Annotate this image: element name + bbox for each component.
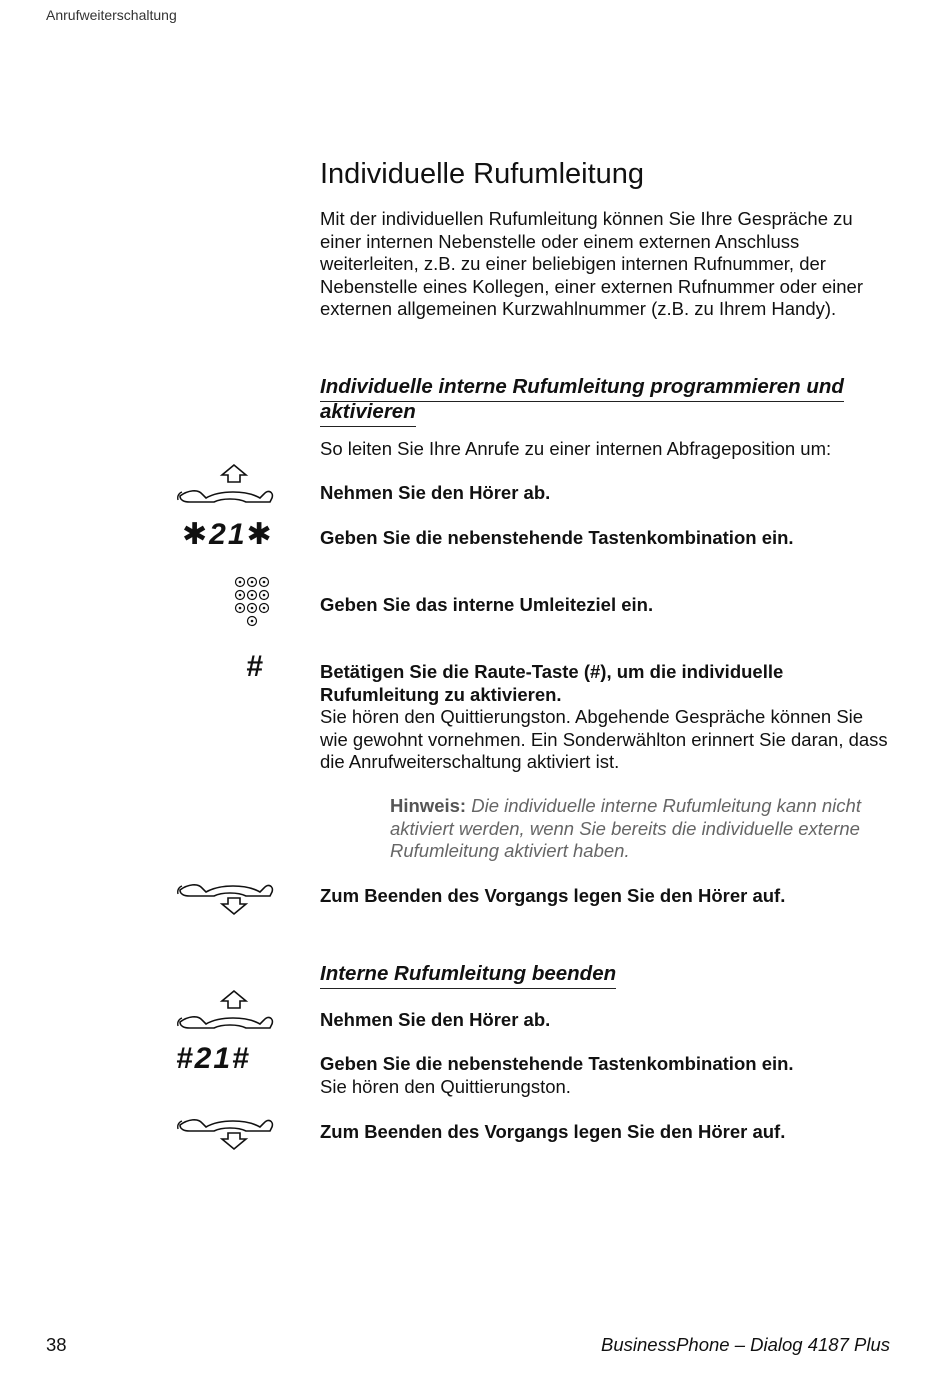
step2-enter-code-text: Sie hören den Quittierungston. [320, 1075, 571, 1097]
step2-enter-code [320, 1053, 895, 1098]
step-enter-code [320, 527, 895, 550]
step2-hang-up [320, 1121, 895, 1144]
handset-lift-icon [176, 988, 276, 1034]
keypad-icon [234, 576, 274, 630]
note-label: Hinweis: [390, 795, 467, 816]
footer-product-title: BusinessPhone – Dialog 4187 Plus [601, 1334, 890, 1355]
section1-lead: So leiten Sie Ihre Anrufe zu einer internen Abfrageposition um: [320, 438, 832, 459]
step2-lift-handset-text: Nehmen Sie den Hörer ab. [320, 1009, 551, 1030]
step2-hang-up-text: Zum Beenden des Vorgangs legen Sie den Hörer auf. [320, 1121, 786, 1142]
section1-heading-line2: aktivieren [320, 399, 416, 427]
handset-lift-icon [176, 462, 276, 508]
step-press-hash-text: Sie hören den Quittierungston. Abgehende Gespräche können Sie wie gewohnt vornehmen. Ein Sonderwählton erinnert Sie daran, dass die Anrufweiterschaltung aktiviert ist. [320, 706, 888, 773]
step-hang-up-text: Zum Beenden des Vorgangs legen Sie den Hörer auf. [320, 885, 786, 906]
page-number: 38 [46, 1334, 67, 1355]
step-enter-target [320, 594, 895, 617]
page-title: Individuelle Rufumleitung [320, 158, 645, 190]
key-sequence-star-21-star [182, 517, 274, 552]
step-press-hash-bold: Betätigen Sie die Raute-Taste (#), um die individuelle Rufumleitung zu aktivieren. [320, 661, 784, 705]
note-text: Die individuelle interne Rufumleitung kann nicht aktiviert werden, wenn Sie bereits die individuelle externe Rufumleitung aktiviert haben. [390, 795, 861, 862]
step2-enter-code-bold: Geben Sie die nebenstehende Tastenkombination ein. [320, 1053, 794, 1074]
step-lift-handset [320, 482, 895, 505]
section2-heading: Interne Rufumleitung beenden [320, 961, 616, 989]
step-press-hash [320, 661, 895, 774]
step-hang-up [320, 885, 895, 908]
section1-heading-line1: Individuelle interne Rufumleitung programmieren und [320, 374, 844, 402]
step-lift-handset-text: Nehmen Sie den Hörer ab. [320, 482, 551, 503]
key-sequence-hash-21-hash: #21# [176, 1042, 251, 1075]
running-header: Anrufweiterschaltung [46, 7, 177, 23]
intro-paragraph: Mit der individuellen Rufumleitung können Sie Ihre Gespräche zu einer internen Nebenstelle oder einem externen Anschluss weiterleiten, z.B. zu einer beliebigen internen Rufnummer, der Nebenstelle eines Kollegen, einer externen Rufnummer oder einer externen allgemeinen Kurzwahlnummer (z.B. zu Ihrem Handy). [320, 208, 863, 320]
step-enter-target-text: Geben Sie das interne Umleiteziel ein. [320, 594, 654, 615]
step-enter-code-text: Geben Sie die nebenstehende Tastenkombination ein. [320, 527, 794, 548]
note-box [390, 795, 890, 863]
hash-key-icon: # [246, 650, 265, 683]
star-key-icon: ✱ [182, 518, 210, 551]
key-code-digits: 21 [209, 518, 247, 551]
star-key-icon: ✱ [246, 518, 274, 551]
handset-replace-icon [176, 1107, 276, 1151]
handset-replace-icon [176, 872, 276, 916]
step2-lift-handset [320, 1009, 895, 1032]
